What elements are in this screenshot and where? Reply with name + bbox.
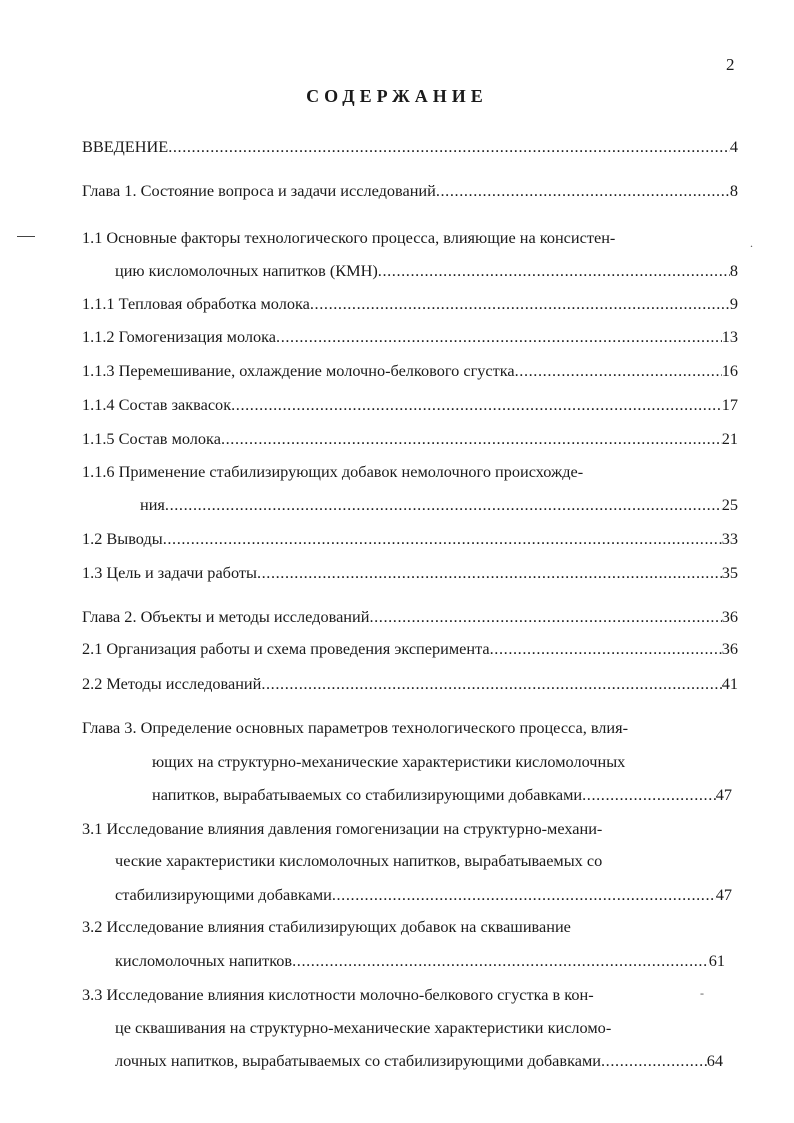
toc-entry-text: ческие характеристики кисломолочных напитков, вырабатываемых со xyxy=(115,851,603,870)
page-title: СОДЕРЖАНИЕ xyxy=(306,86,488,106)
toc-entry xyxy=(82,984,738,1006)
dot-leader xyxy=(276,326,722,348)
toc-entry-text: 3.3 Исследование влияния кислотности молочно-белкового сгустка в кон- xyxy=(82,985,594,1004)
toc-entry-text: стабилизирующими добавками xyxy=(115,885,332,904)
toc-entry xyxy=(82,394,738,416)
toc-entry-page: 13 xyxy=(721,327,738,346)
toc-entry-text: 2.2 Методы исследований xyxy=(82,674,262,693)
dot-leader xyxy=(436,180,730,202)
toc-entry xyxy=(82,461,738,483)
dot-leader xyxy=(310,293,730,315)
toc-entry-text: 3.2 Исследование влияния стабилизирующих добавок на сквашивание xyxy=(82,917,571,936)
toc-entry-page: 8 xyxy=(729,261,738,280)
toc-entry-text: кисломолочных напитков xyxy=(115,951,293,970)
toc-entry-page: 36 xyxy=(721,639,738,658)
toc-entry-page: 9 xyxy=(729,294,738,313)
toc-entry xyxy=(115,950,725,972)
toc-entry xyxy=(82,606,738,628)
toc-entry-text: ния xyxy=(140,495,165,514)
toc-entry xyxy=(140,494,738,516)
dot-leader xyxy=(165,494,722,516)
toc-entry xyxy=(152,751,738,773)
toc-entry-text: 1.1.3 Перемешивание, охлаждение молочно-белкового сгустка xyxy=(82,361,515,380)
toc-entry xyxy=(115,1050,723,1072)
toc-entry xyxy=(82,562,738,584)
toc-entry-text: 1.1.4 Состав заквасок xyxy=(82,395,232,414)
toc-entry xyxy=(82,360,738,382)
toc-entry-page: 16 xyxy=(721,361,738,380)
toc-entry-text: 1.2 Выводы xyxy=(82,529,163,548)
toc-entry xyxy=(82,180,738,202)
scan-speck: . xyxy=(750,236,753,250)
toc-entry-page: 8 xyxy=(729,181,738,200)
toc-entry-text: Глава 1. Состояние вопроса и задачи исследований xyxy=(82,181,436,200)
toc-entry-text: напитков, вырабатываемых со стабилизирующими добавками xyxy=(152,785,583,804)
dot-leader xyxy=(601,1050,707,1072)
toc-entry-page: 21 xyxy=(721,429,738,448)
toc-entry xyxy=(152,784,732,806)
dot-leader xyxy=(378,260,730,282)
dot-leader xyxy=(515,360,722,382)
toc-entry-text: 1.1.2 Гомогенизация молока xyxy=(82,327,277,346)
toc-entry-page: 36 xyxy=(721,607,738,626)
toc-entry-page: 25 xyxy=(721,495,738,514)
toc-entry-page: 61 xyxy=(708,951,725,970)
dot-leader xyxy=(168,136,730,158)
dot-leader xyxy=(257,562,722,584)
toc-entry-text: лочных напитков, вырабатываемых со стабилизирующими добавками xyxy=(115,1051,602,1070)
toc-entry-text: Глава 2. Объекты и методы исследований xyxy=(82,607,370,626)
toc-entry-text: цию кисломолочных напитков (КМН) xyxy=(115,261,378,280)
toc-entry-text: це сквашивания на структурно-механические характеристики кисломо- xyxy=(115,1018,612,1037)
toc-entry-page: 47 xyxy=(715,885,732,904)
toc-entry-page: 35 xyxy=(721,563,738,582)
toc-entry xyxy=(82,227,738,249)
toc-entry xyxy=(82,428,738,450)
toc-entry xyxy=(115,1017,738,1039)
toc-entry-text: 1.1.5 Состав молока xyxy=(82,429,221,448)
page-number: 2 xyxy=(726,55,735,74)
toc-entry xyxy=(115,850,738,872)
dot-leader xyxy=(369,606,721,628)
toc-entry xyxy=(82,326,738,348)
dot-leader xyxy=(163,528,722,550)
margin-mark xyxy=(17,236,35,237)
toc-entry-page: 47 xyxy=(715,785,732,804)
toc-entry-text: 3.1 Исследование влияния давления гомогенизации на структурно-механи- xyxy=(82,819,603,838)
toc-entry-page: 64 xyxy=(706,1051,723,1070)
toc-entry xyxy=(82,136,738,158)
dot-leader xyxy=(332,884,716,906)
dot-leader xyxy=(221,428,722,450)
toc-entry-text: 1.1.6 Применение стабилизирующих добавок немолочного происхожде- xyxy=(82,462,584,481)
toc-entry xyxy=(82,818,738,840)
scan-speck: - xyxy=(700,986,704,1000)
toc-entry-text: Глава 3. Определение основных параметров технологического процесса, влия- xyxy=(82,718,629,737)
dot-leader xyxy=(490,638,722,660)
toc-entry xyxy=(82,673,738,695)
toc-entry-text: 1.1 Основные факторы технологического процесса, влияющие на консистен- xyxy=(82,228,616,247)
toc-entry xyxy=(115,884,732,906)
dot-leader xyxy=(231,394,722,416)
dot-leader xyxy=(261,673,721,695)
toc-entry xyxy=(82,293,738,315)
toc-entry-text: 1.1.1 Тепловая обработка молока xyxy=(82,294,310,313)
toc-entry xyxy=(82,916,738,938)
toc-entry-page: 41 xyxy=(721,674,738,693)
dot-leader xyxy=(582,784,716,806)
toc-entry xyxy=(82,638,738,660)
toc-entry-text: ющих на структурно-механические характеристики кисломолочных xyxy=(152,752,626,771)
dot-leader xyxy=(292,950,709,972)
toc-entry-page: 33 xyxy=(721,529,738,548)
toc-entry xyxy=(115,260,738,282)
toc-entry-text: 2.1 Организация работы и схема проведения эксперимента xyxy=(82,639,490,658)
toc-entry xyxy=(82,717,738,739)
toc-entry-page: 17 xyxy=(721,395,738,414)
toc-entry-text: ВВЕДЕНИЕ xyxy=(82,137,169,156)
toc-entry-page: 4 xyxy=(729,137,738,156)
toc-entry-text: 1.3 Цель и задачи работы xyxy=(82,563,257,582)
toc-entry xyxy=(82,528,738,550)
